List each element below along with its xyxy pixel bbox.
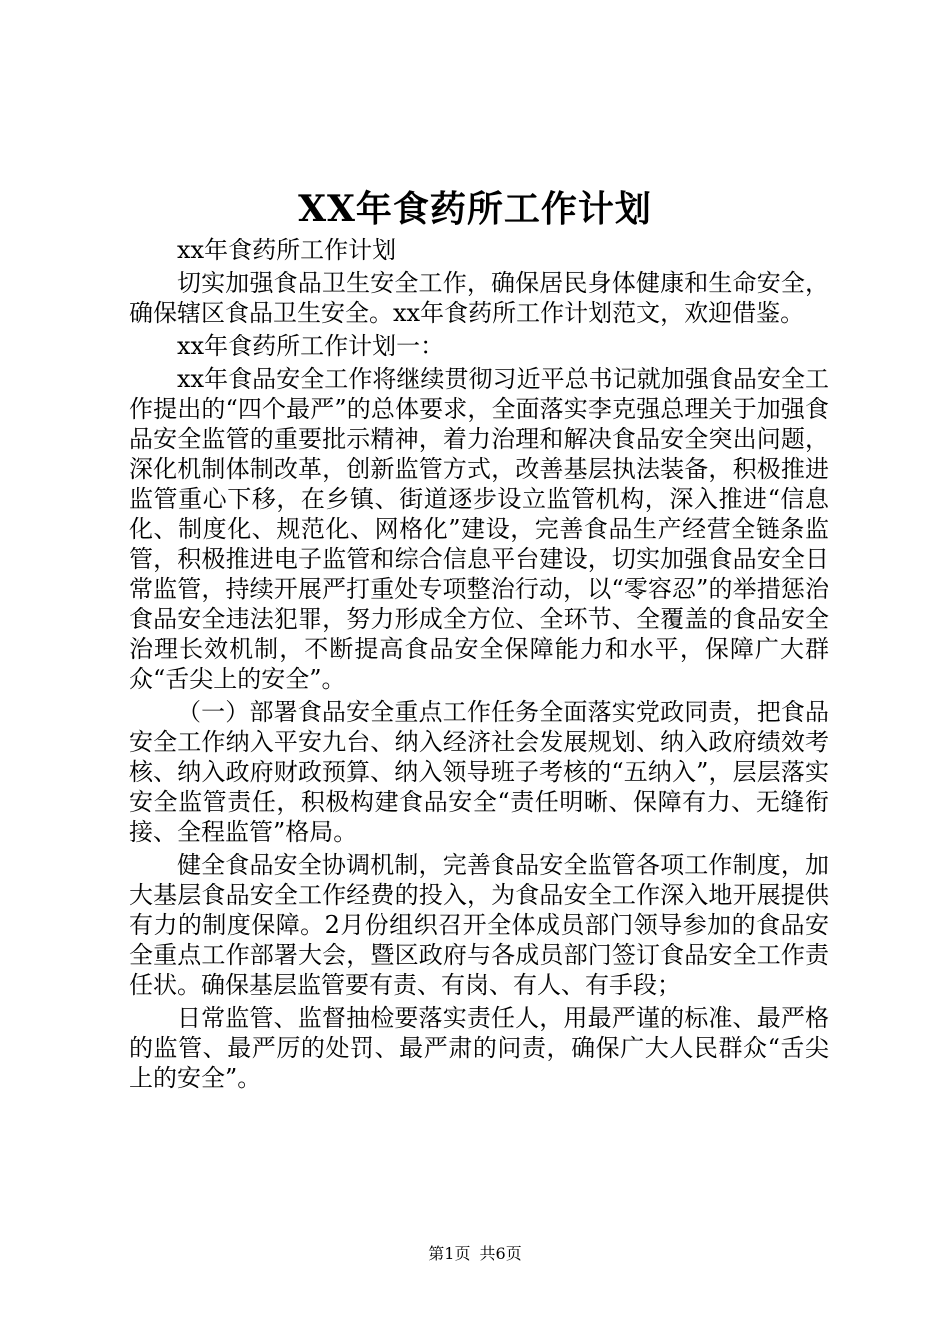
page-footer <box>0 1243 950 1265</box>
paragraph-heading: xx年食药所工作计划 <box>177 236 397 264</box>
paragraph-section-one: （一）部署食品安全重点工作任务全面落实党政同责，把食品安全工作纳入平安九台、纳入经济社会发展规划、纳入政府绩效考核、纳入政府财政预算、纳入领导班子考核的“五纳入”，层层落实安全监管责任，积极构建食品安全“责任明晰、保障有力、无缝衔接、全程监管”格局。 <box>129 698 829 846</box>
paragraph-coordination: 健全食品安全协调机制，完善食品安全监管各项工作制度，加大基层食品安全工作经费的投入，为食品安全工作深入地开展提供有力的制度保障。2月份组织召开全体成员部门领导参加的食品安全重点工作部署大会，暨区政府与各成员部门签订食品安全工作责任状。确保基层监管要有责、有岗、有人、有手段； <box>129 851 829 999</box>
document-body <box>129 235 829 1096</box>
paragraph-daily-supervision: 日常监管、监督抽检要落实责任人，用最严谨的标准、最严格的监管、最严厉的处罚、最严肃的问责，确保广大人民群众“舌尖上的安全”。 <box>129 1004 829 1092</box>
paragraph-overview: xx年食品安全工作将继续贯彻习近平总书记就加强食品安全工作提出的“四个最严”的总体要求，全面落实李克强总理关于加强食品安全监管的重要批示精神，着力治理和解决食品安全突出问题，深化机制体制改革，创新监管方式，改善基层执法装备，积极推进监管重心下移，在乡镇、街道逐步设立监管机构，深入推进“信息化、制度化、规范化、网格化”建设，完善食品生产经营全链条监管，积极推进电子监管和综合信息平台建设，切实加强食品安全日常监管，持续开展严打重处专项整治行动，以“零容忍”的举措惩治食品安全违法犯罪，努力形成全方位、全环节、全覆盖的食品安全治理长效机制，不断提高食品安全保障能力和水平，保障广大群众“舌尖上的安全”。 <box>129 365 829 693</box>
page-total: 共6页 <box>479 1244 522 1263</box>
page-number: 第1页 <box>428 1244 471 1263</box>
paragraph-plan-one-heading: xx年食药所工作计划一： <box>177 332 445 360</box>
document-title: XX年食药所工作计划 <box>298 188 652 230</box>
paragraph-intro: 切实加强食品卫生安全工作，确保居民身体健康和生命安全，确保辖区食品卫生安全。xx年食药所工作计划范文，欢迎借鉴。 <box>129 269 829 327</box>
